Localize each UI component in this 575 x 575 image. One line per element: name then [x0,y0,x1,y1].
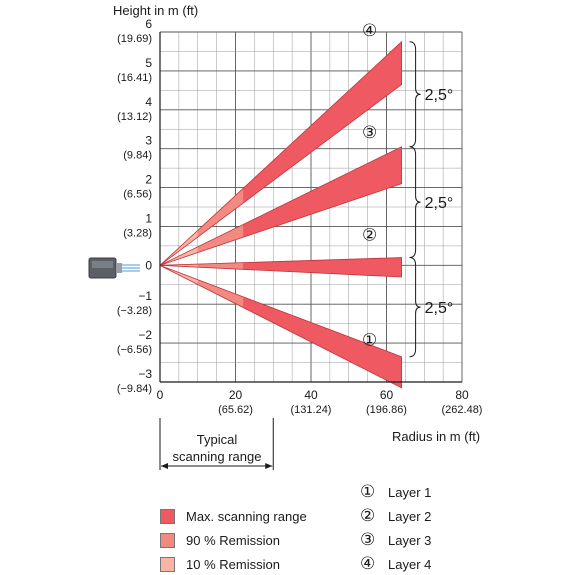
x-tick-label-m: 0 [156,388,164,402]
sensor-device-icon [89,258,140,278]
layer-marker-1: ① [360,482,376,501]
y-tick-label-ft: (−6.56) [116,344,152,357]
x-tick-label-m: 20 [228,388,243,402]
legend-label-max: Max. scanning range [186,509,307,524]
legend-swatch-90 [160,533,175,548]
y-tick-label-m: 1 [145,211,152,226]
layer-marker-4: ④ [360,554,376,573]
x-tick-label-ft: (131.24) [290,404,332,416]
legend-label-90: 90 % Remission [186,533,280,548]
x-tick-label-m: 60 [379,388,394,402]
x-tick-label-ft: (262.48) [441,404,483,416]
layer-name-3: Layer 3 [388,533,432,548]
angle-label-2: 2,5° [424,195,454,213]
x-axis-title: Radius in m (ft) [392,429,481,444]
layer-marker-on-chart-1: ① [361,330,378,350]
y-tick-label-m: 0 [145,258,152,273]
y-tick-label-ft: (9.84) [123,149,152,162]
y-tick-label-m: 2 [145,172,152,187]
layer-marker-on-chart-3: ③ [361,123,378,143]
layer-marker-on-chart-4: ④ [361,21,378,41]
layer-name-1: Layer 1 [388,485,432,500]
y-tick-label-m: 6 [145,17,152,31]
angle-label-1: 2,5° [424,87,454,105]
legend-label-10: 10 % Remission [186,557,280,572]
y-tick-label-m: −3 [138,367,152,381]
y-tick-label-ft: (3.28) [123,227,152,240]
y-tick-label-m: −2 [138,328,152,343]
y-tick-label-ft: (13.12) [117,110,152,123]
y-tick-label-ft: (16.41) [117,71,152,84]
y-tick-label-ft: (−9.84) [116,383,152,395]
typical-range-label-1: Typical [196,432,238,447]
x-tick-label-ft: (65.62) [218,404,253,416]
legend-swatch-10 [160,557,175,572]
layer-marker-2: ② [360,506,376,525]
layer-marker-on-chart-2: ② [361,225,378,245]
y-tick-label-ft: (19.69) [117,33,152,45]
y-tick-label-m: 4 [145,94,152,109]
layer-name-2: Layer 2 [388,509,432,524]
typical-range-label-2: scanning range [172,449,262,464]
y-axis-title: Height in m (ft) [113,3,199,18]
layer-marker-3: ③ [360,530,376,549]
y-tick-label-m: −1 [138,289,152,304]
x-tick-label-m: 80 [455,388,469,402]
y-tick-label-ft: (6.56) [123,188,152,201]
legend-swatch-max [160,509,175,524]
layer-name-4: Layer 4 [388,557,432,572]
y-tick-label-m: 3 [145,133,152,148]
x-tick-label-m: 40 [304,388,318,402]
angle-label-3: 2,5° [424,300,454,318]
y-tick-label-ft: (−3.28) [116,305,152,318]
x-tick-label-ft: (196.86) [366,404,407,416]
y-tick-label-m: 5 [145,55,152,70]
